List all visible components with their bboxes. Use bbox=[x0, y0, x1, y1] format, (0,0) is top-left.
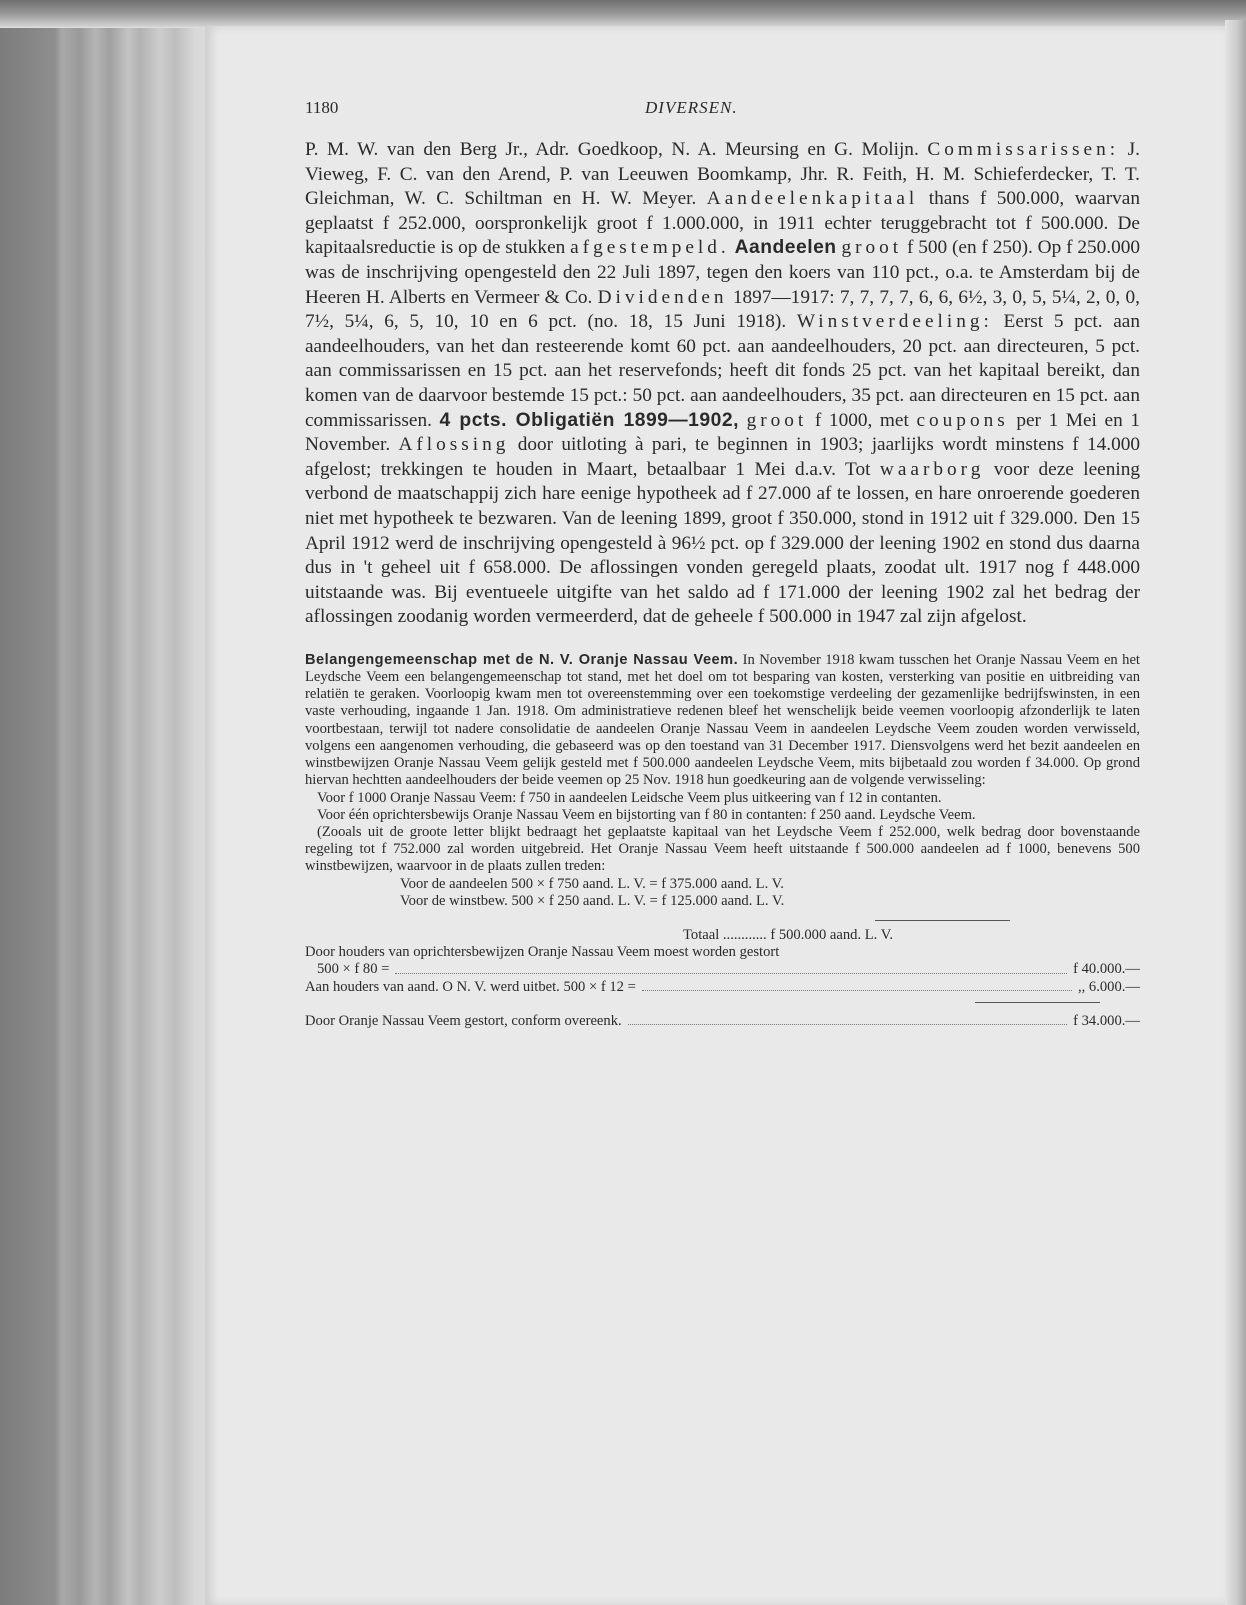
text-run: J. Vieweg, F. C. van den Arend, P. van Leeuwen Boomkamp, Jhr. R. Feith, H. M. Schieferdecker, T. T. Gleichman, W. C. Schiltman en H. W. Meyer. bbox=[305, 139, 1140, 210]
spaced-emphasis-run: coupons bbox=[916, 409, 1009, 431]
note-section bbox=[305, 652, 1140, 876]
note-heading: Belangengemeenschap met de N. V. Oranje Nassau Veem. bbox=[305, 651, 739, 668]
leader-dots bbox=[395, 961, 1067, 973]
sum-rule bbox=[875, 920, 1010, 921]
main-paragraph bbox=[305, 138, 1140, 630]
spaced-emphasis-run: groot bbox=[841, 237, 903, 259]
page-header bbox=[305, 98, 1140, 138]
uitbetaald-amount: ,, 6.000.— bbox=[1077, 978, 1140, 995]
calc-houders-line: Door houders van oprichtersbewijzen Oranje Nassau Veem moest worden gestort bbox=[305, 944, 780, 961]
spaced-emphasis-run: Aandeelenkapitaal bbox=[706, 188, 919, 210]
text-run: 1897—1917: 7, 7, 7, 7, 6, 6, 6½, 3, 0, 5, 5¼, 2, 0, 0, 7½, 5¼, 6, 5, 10, 10 en 6 pct. (no. 18, 15 Juni 1918). bbox=[305, 286, 1140, 333]
spaced-emphasis-run: Winstverdeeling: bbox=[796, 311, 993, 333]
page-top-edge bbox=[0, 0, 1246, 28]
spaced-emphasis-run: waarborg bbox=[879, 458, 985, 480]
uitbetaald-label: Aan houders van aand. O N. V. werd uitbet. 500 × f 12 = bbox=[305, 978, 636, 995]
calc-row-aandeelen: Voor de aandeelen 500 × f 750 aand. L. V. = f 375.000 aand. L. V. bbox=[400, 875, 784, 892]
text-run bbox=[739, 410, 747, 431]
spaced-emphasis-run: Commissarissen: bbox=[927, 139, 1120, 160]
spaced-emphasis-run: Aflossing bbox=[398, 434, 510, 456]
text-run: Eerst 5 pct. aan aandeelhouders, van het dan resteerende komt 60 pct. aan aandeelhouders, 20 pct. aan directeuren, 5 pct. aan commissarissen en 15 pct. aan het reservefonds; heeft dit fonds 25 pct. van het kapitaal bereikt, dan komen van de daarvoor bestemde 15 pct.: 50 pct. aan aandeelhouders, 35 pct. aan directeuren en 15 pct. aan commissarissen. bbox=[305, 311, 1140, 431]
text-run: f 500 (en f 250). Op f 250.000 was de inschrijving opengesteld den 22 Juli 1897, tegen den koers van 110 pct., o.a. te Amsterdam bij de Heeren H. Alberts en Vermeer & Co. bbox=[305, 237, 1140, 308]
calc-row-final bbox=[305, 1013, 1140, 1030]
running-title: DIVERSEN. bbox=[645, 98, 738, 117]
note-body: In November 1918 kwam tusschen het Oranje Nassau Veem en het Leydsche Veem een belangengemeenschap tot stand, met het doel om tot besparing van kosten, versterking van positie en uitbreiding van relatiën te geraken. Voorloopig kwam men tot overeenstemming over een toekomstige verdeeling der gezamenlijke bedrijfswinsten, in een vaste verhouding, ingaande 1 Jan. 1918. Om administratieve redenen bleef het wenschelijk beide veemen voorloopig afzonderlijk te laten voortbestaan, terwijl tot nadere consolidatie de aandeelen Oranje Nassau Veem in aandeelen Leydsche Veem zouden worden verwisseld, volgens een aangenomen verhouding, die gebaseerd was op den toestand van 31 December 1917. Diensvolgens werd het bezit aandeelen en winstbewijzen Oranje Nassau Veem gelijk gesteld met f 500.000 aandeelen Leydsche Veem, mits bijbetaald zou worden f 34.000. Op grond hiervan hechtten aandeelhouders der beide veemen op 25 Nov. 1918 hun goedkeuring aan de volgende verwisseling: bbox=[305, 651, 1140, 789]
note-paragraph-3: Voor één oprichtersbewijs Oranje Nassau Veem en bijstorting van f 80 in contanten: f 250 aand. Leydsche Veem. bbox=[317, 806, 976, 823]
text-run: voor deze leening verbond de maatschappij zich hare eenige hypotheek ad f 27.000 af te lossen, en hare onroerende goederen niet met hypotheek te bezwaren. Van de leening 1899, groot f 350.000, stond in 1912 uit f 329.000. Den 15 April 1912 werd de inschrijving opengesteld à 96½ pct. op f 329.000 der leening 1902 en stond dus daarna dus in 't geheel uit f 658.000. De aflossingen vonden geregeld plaats, zoodat ult. 1917 nog f 448.000 uitstaande was. Bij eventueele uitgifte van het saldo ad f 171.000 der leening 1902 zal het bedrag der aflossingen zoodanig worden vermeerderd, dat de geheele f 500.000 in 1947 zal zijn afgelost. bbox=[305, 458, 1141, 628]
calc-row-totaal: Totaal ............ f 500.000 aand. L. V. bbox=[683, 926, 894, 943]
bold-heading-run: Aandeelen bbox=[734, 237, 837, 259]
gestort-label: 500 × f 80 = bbox=[317, 961, 390, 978]
text-run: f 1000, met bbox=[807, 409, 917, 431]
text-run: thans f 500.000, waarvan geplaatst f 252.000, oorspronkelijk groot f 1.000.000, in 1911 echter teruggebracht tot f 500.000. De kapitaalsreductie is op de stukken bbox=[305, 188, 1140, 259]
text-run: per 1 Mei en 1 November. bbox=[305, 409, 1140, 456]
page-right-edge bbox=[1225, 20, 1246, 1605]
leader-dots bbox=[628, 1013, 1067, 1025]
text-run: P. M. W. van den Berg Jr., Adr. Goedkoop, N. A. Meursing en G. Molijn. bbox=[305, 139, 928, 160]
note-paragraph-2: Voor f 1000 Oranje Nassau Veem: f 750 in aandeelen Leidsche Veem plus uitkeering van f 12 in contanten. bbox=[317, 789, 942, 806]
calc-row-winstbew: Voor de winstbew. 500 × f 250 aand. L. V. = f 125.000 aand. L. V. bbox=[400, 892, 785, 909]
calc-row-uitbetaald bbox=[305, 979, 1140, 996]
final-amount: f 34.000.— bbox=[1073, 1012, 1140, 1029]
final-label: Door Oranje Nassau Veem gestort, conform overeenk. bbox=[305, 1012, 622, 1029]
note-paragraph-1 bbox=[305, 652, 1140, 790]
leader-dots bbox=[642, 979, 1072, 991]
calc-row-gestort bbox=[305, 961, 1140, 978]
text-run: door uitloting à pari, te beginnen in 1903; jaarlijks wordt minstens f 14.000 afgelost; trekkingen te houden in Maart, betaalbaar 1 Mei d.a.v. Tot bbox=[305, 434, 1140, 480]
spaced-emphasis-run: groot bbox=[746, 409, 808, 431]
bold-heading-run: 4 pcts. Obligatiën 1899—1902, bbox=[439, 409, 739, 431]
page-number: 1180 bbox=[305, 98, 339, 117]
spaced-emphasis-run: Dividenden bbox=[597, 286, 728, 308]
note-paragraph-4: (Zooals uit de groote letter blijkt bedraagt het geplaatste kapitaal van het Leydsche Veem f 252.000, welk bedrag door bovenstaande regeling tot f 752.000 zal worden uitgebreid. Het Oranje Nassau Veem heeft uitstaande f 500.000 aandeelen ad f 1000, benevens 500 winstbewijzen, waarvoor in de plaats zullen treden: bbox=[305, 823, 1140, 875]
spaced-emphasis-run: afgestempeld. bbox=[570, 237, 730, 259]
page-content bbox=[305, 98, 1140, 1030]
gestort-amount: f 40.000.— bbox=[1073, 961, 1140, 978]
difference-rule bbox=[975, 1002, 1100, 1003]
book-binding bbox=[0, 0, 210, 1605]
calculation-table bbox=[305, 876, 1140, 1030]
